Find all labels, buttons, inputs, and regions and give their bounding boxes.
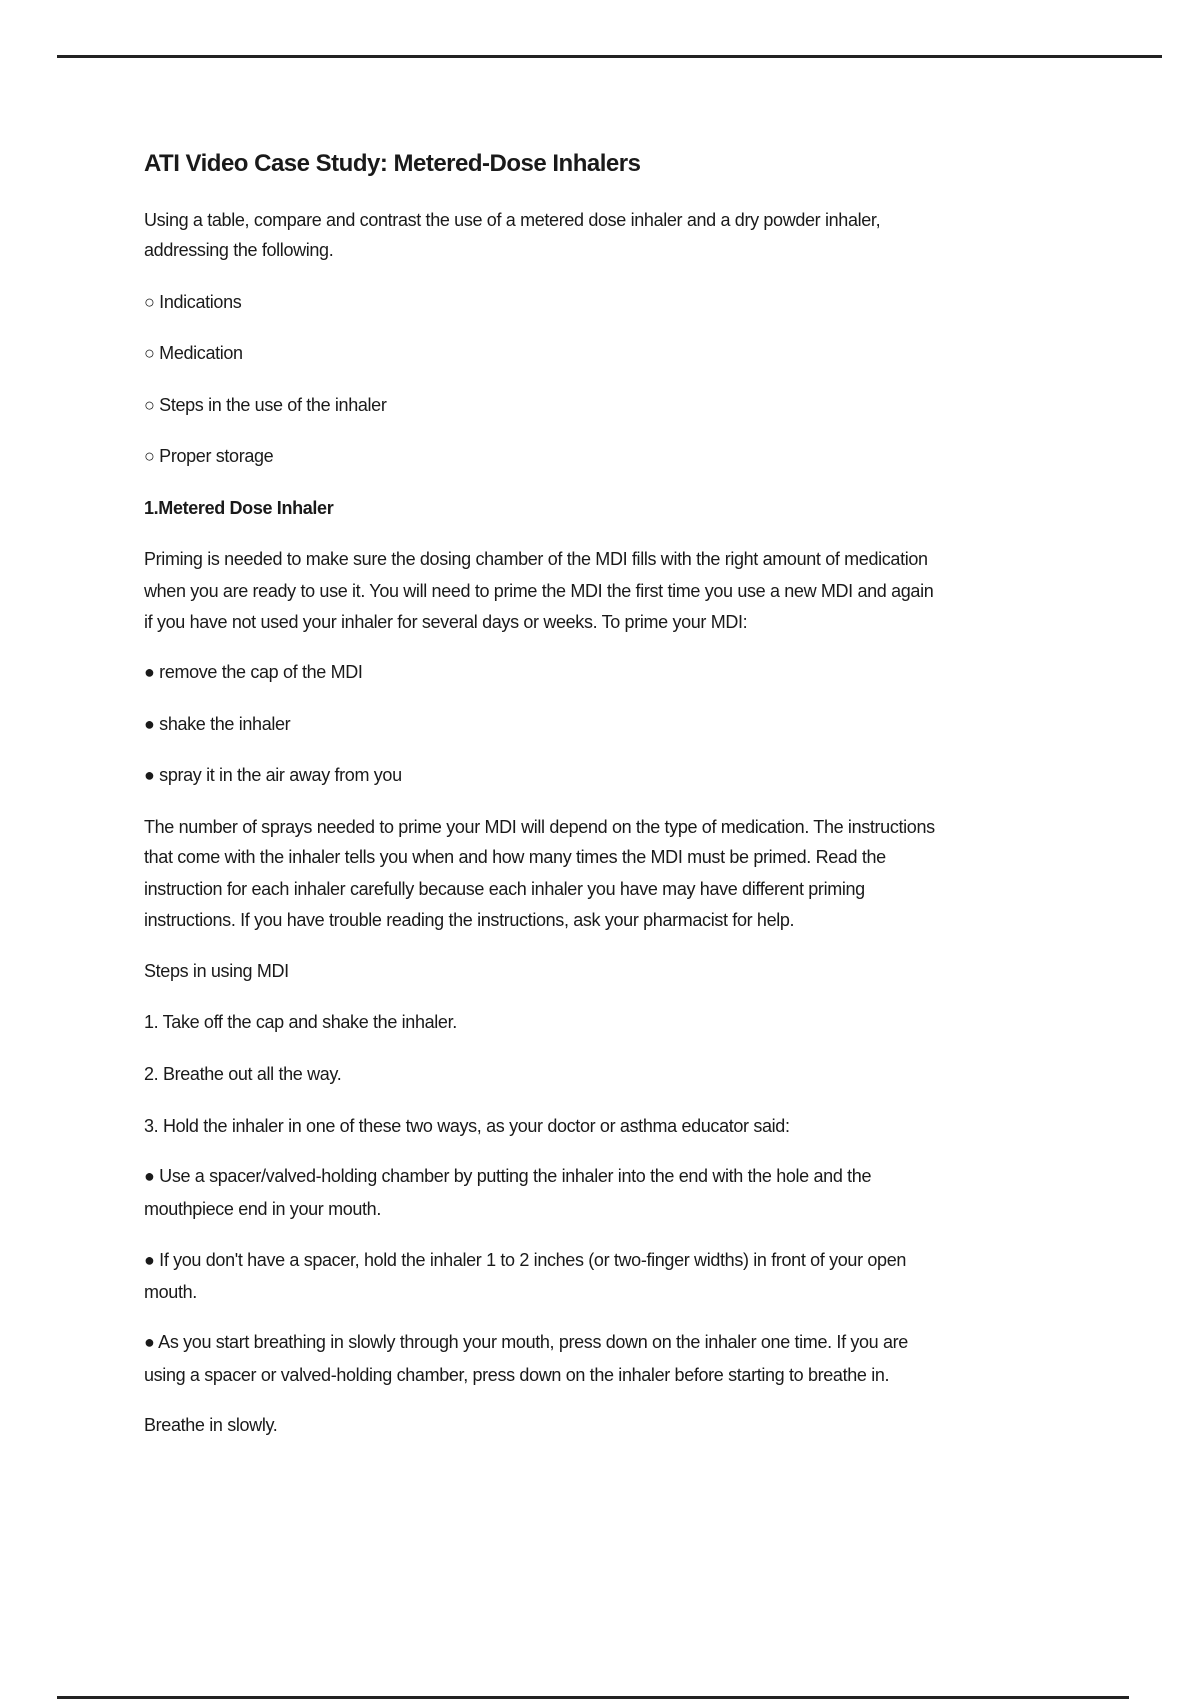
prime-step: ● spray it in the air away from you (144, 765, 402, 785)
hold-bullet: ● Use a spacer/valved-holding chamber by putting the inhaler into the end with the hole and the (144, 1166, 872, 1186)
footer-rule (57, 1696, 1129, 1699)
topic-item: ○ Proper storage (144, 446, 274, 466)
priming-line: when you are ready to use it. You will need to prime the MDI the first time you use a new MDI and again (144, 581, 934, 601)
priming-line: Priming is needed to make sure the dosing chamber of the MDI fills with the right amount of medication (144, 549, 928, 569)
intro-line: Using a table, compare and contrast the use of a metered dose inhaler and a dry powder inhaler, (144, 210, 881, 230)
hold-bullet-cont: mouth. (144, 1282, 197, 1302)
topic-item: ○ Indications (144, 292, 242, 312)
step-item: 2. Breathe out all the way. (144, 1064, 342, 1084)
step-item: 3. Hold the inhaler in one of these two ways, as your doctor or asthma educator said: (144, 1116, 790, 1136)
hold-bullet: ● As you start breathing in slowly through your mouth, press down on the inhaler one time. If you are (144, 1332, 908, 1352)
intro-line: addressing the following. (144, 240, 334, 260)
prime-step: ● remove the cap of the MDI (144, 662, 363, 682)
topic-item: ○ Medication (144, 343, 243, 363)
hold-bullet-cont: mouthpiece end in your mouth. (144, 1199, 381, 1219)
priming-line: if you have not used your inhaler for several days or weeks. To prime your MDI: (144, 612, 748, 632)
topic-item: ○ Steps in the use of the inhaler (144, 395, 387, 415)
step-item: 1. Take off the cap and shake the inhaler. (144, 1012, 457, 1032)
header-rule (57, 55, 1162, 58)
prime-step: ● shake the inhaler (144, 714, 291, 734)
sprays-line: The number of sprays needed to prime your MDI will depend on the type of medication. The instructions (144, 817, 935, 837)
hold-bullet-cont: using a spacer or valved-holding chamber, press down on the inhaler before starting to breathe in. (144, 1365, 890, 1385)
closing-line: Breathe in slowly. (144, 1415, 278, 1435)
sprays-line: that come with the inhaler tells you when and how many times the MDI must be primed. Read the (144, 847, 886, 867)
steps-heading: Steps in using MDI (144, 961, 289, 981)
document-title: ATI Video Case Study: Metered-Dose Inhalers (144, 150, 641, 177)
section-heading: 1.Metered Dose Inhaler (144, 498, 334, 518)
sprays-line: instructions. If you have trouble reading the instructions, ask your pharmacist for help. (144, 910, 795, 930)
sprays-line: instruction for each inhaler carefully because each inhaler you have may have different priming (144, 879, 865, 899)
hold-bullet: ● If you don't have a spacer, hold the inhaler 1 to 2 inches (or two-finger widths) in front of your open (144, 1250, 907, 1270)
